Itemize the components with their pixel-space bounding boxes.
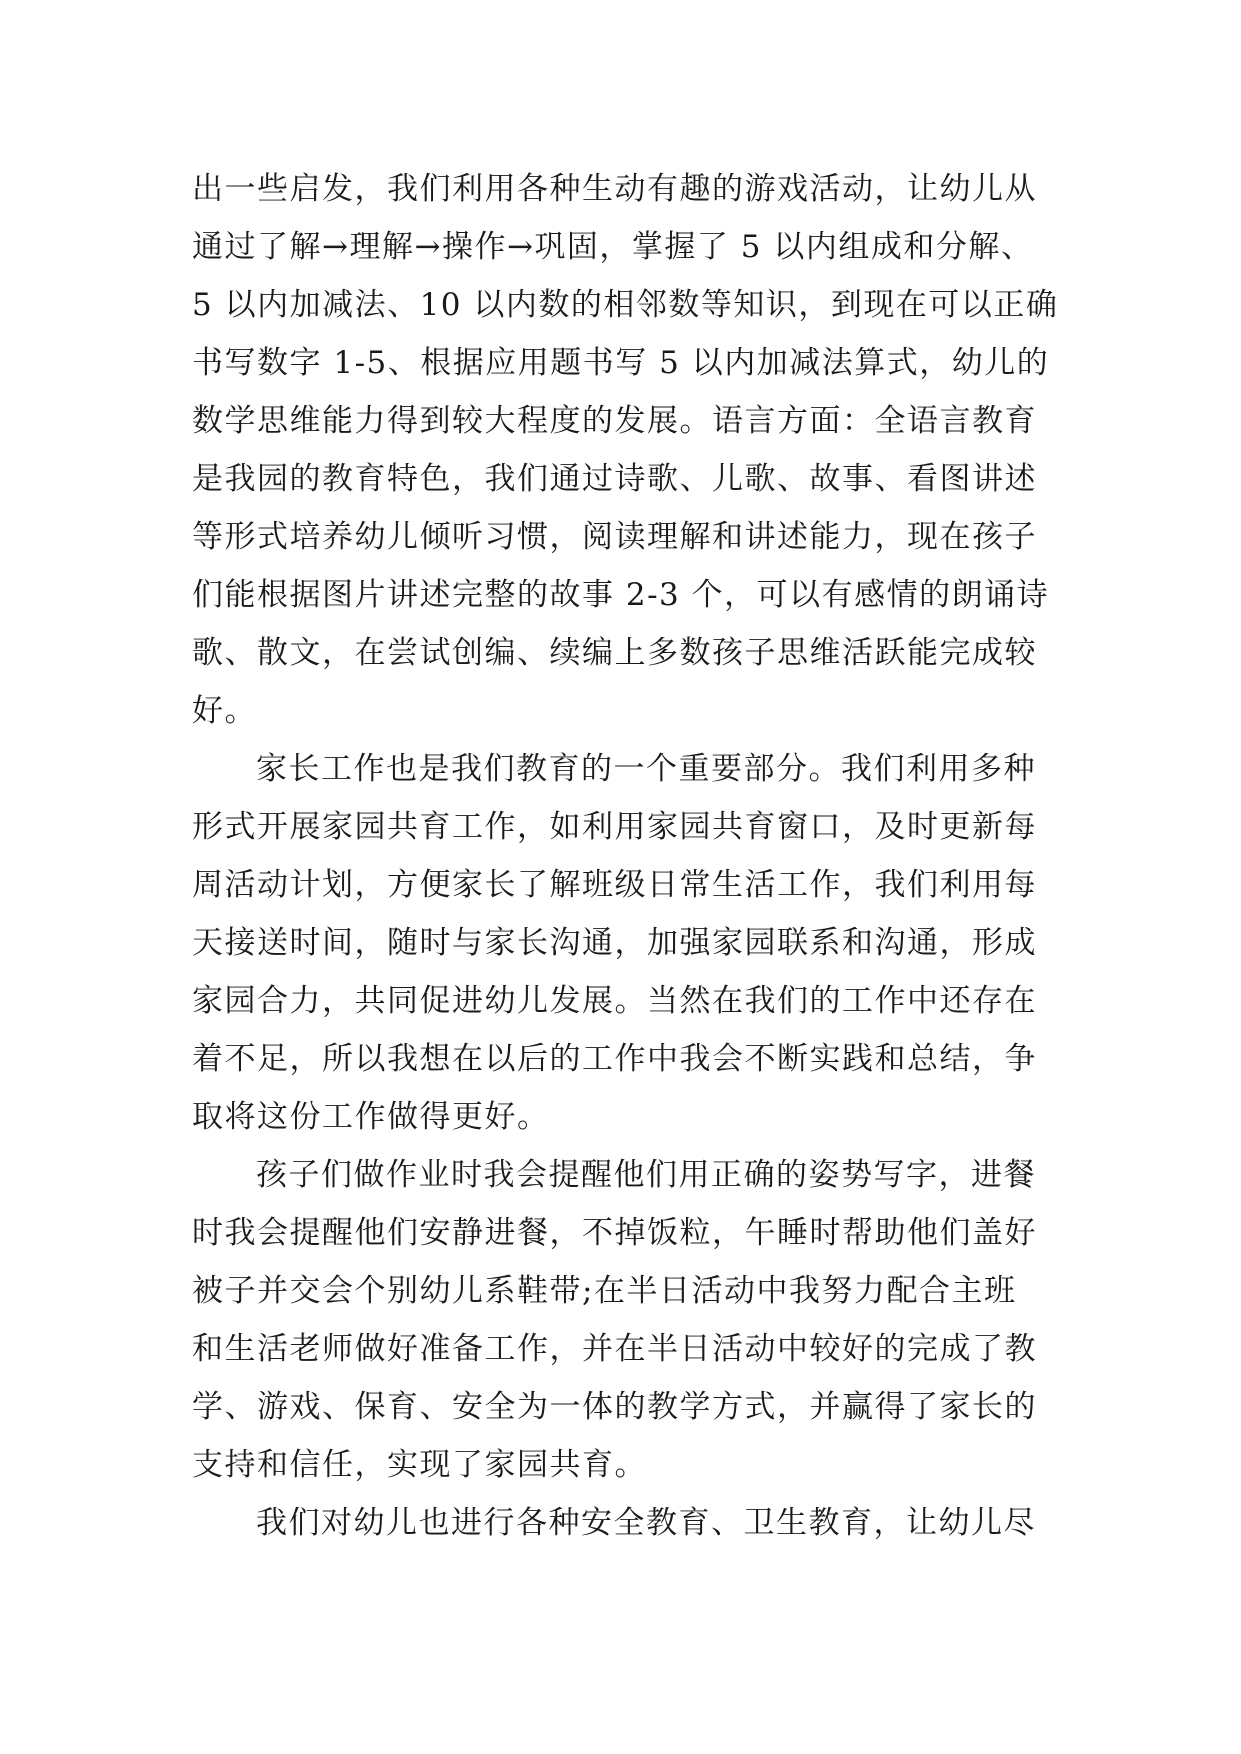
text-line: 通过了解→理解→操作→巩固，掌握了 5 以内组成和分解、 — [192, 229, 1034, 265]
text-line: 支持和信任，实现了家园共育。 — [192, 1447, 647, 1483]
text-line: 取将这份工作做得更好。 — [192, 1099, 550, 1135]
paragraph — [192, 1494, 1072, 1552]
text-line: 数学思维能力得到较大程度的发展。语言方面：全语言教育 — [192, 403, 1037, 439]
paragraph — [192, 1146, 1072, 1494]
document-body — [192, 160, 1072, 1552]
paragraph — [192, 740, 1072, 1146]
text-line: 形式开展家园共育工作，如利用家园共育窗口，及时更新每 — [192, 809, 1037, 845]
text-line: 学、游戏、保育、安全为一体的教学方式，并赢得了家长的 — [192, 1389, 1037, 1425]
paragraph — [192, 160, 1072, 740]
text-line: 们能根据图片讲述完整的故事 2-3 个，可以有感情的朗诵诗 — [192, 577, 1050, 613]
text-line: 等形式培养幼儿倾听习惯，阅读理解和讲述能力，现在孩子 — [192, 519, 1037, 555]
text-line: 我们对幼儿也进行各种安全教育、卫生教育，让幼儿尽 — [256, 1505, 1036, 1541]
text-line: 歌、散文，在尝试创编、续编上多数孩子思维活跃能完成较 — [192, 635, 1037, 671]
text-line: 5 以内加减法、10 以内数的相邻数等知识，到现在可以正确 — [192, 287, 1059, 323]
text-line: 家长工作也是我们教育的一个重要部分。我们利用多种 — [256, 751, 1036, 787]
text-line: 书写数字 1-5、根据应用题书写 5 以内加减法算式，幼儿的 — [192, 345, 1050, 381]
text-line: 好。 — [192, 693, 257, 729]
text-line: 天接送时间，随时与家长沟通，加强家园联系和沟通，形成 — [192, 925, 1037, 961]
text-line: 家园合力，共同促进幼儿发展。当然在我们的工作中还存在 — [192, 983, 1037, 1019]
text-line: 出一些启发，我们利用各种生动有趣的游戏活动，让幼儿从 — [192, 171, 1037, 207]
text-line: 周活动计划，方便家长了解班级日常生活工作，我们利用每 — [192, 867, 1037, 903]
text-line: 着不足，所以我想在以后的工作中我会不断实践和总结，争 — [192, 1041, 1037, 1077]
text-line: 和生活老师做好准备工作，并在半日活动中较好的完成了教 — [192, 1331, 1037, 1367]
text-line: 孩子们做作业时我会提醒他们用正确的姿势写字，进餐 — [256, 1157, 1036, 1193]
text-line: 时我会提醒他们安静进餐，不掉饭粒，午睡时帮助他们盖好 — [192, 1215, 1037, 1251]
text-line: 是我园的教育特色，我们通过诗歌、儿歌、故事、看图讲述 — [192, 461, 1037, 497]
text-line: 被子并交会个别幼儿系鞋带;在半日活动中我努力配合主班 — [192, 1273, 1017, 1309]
